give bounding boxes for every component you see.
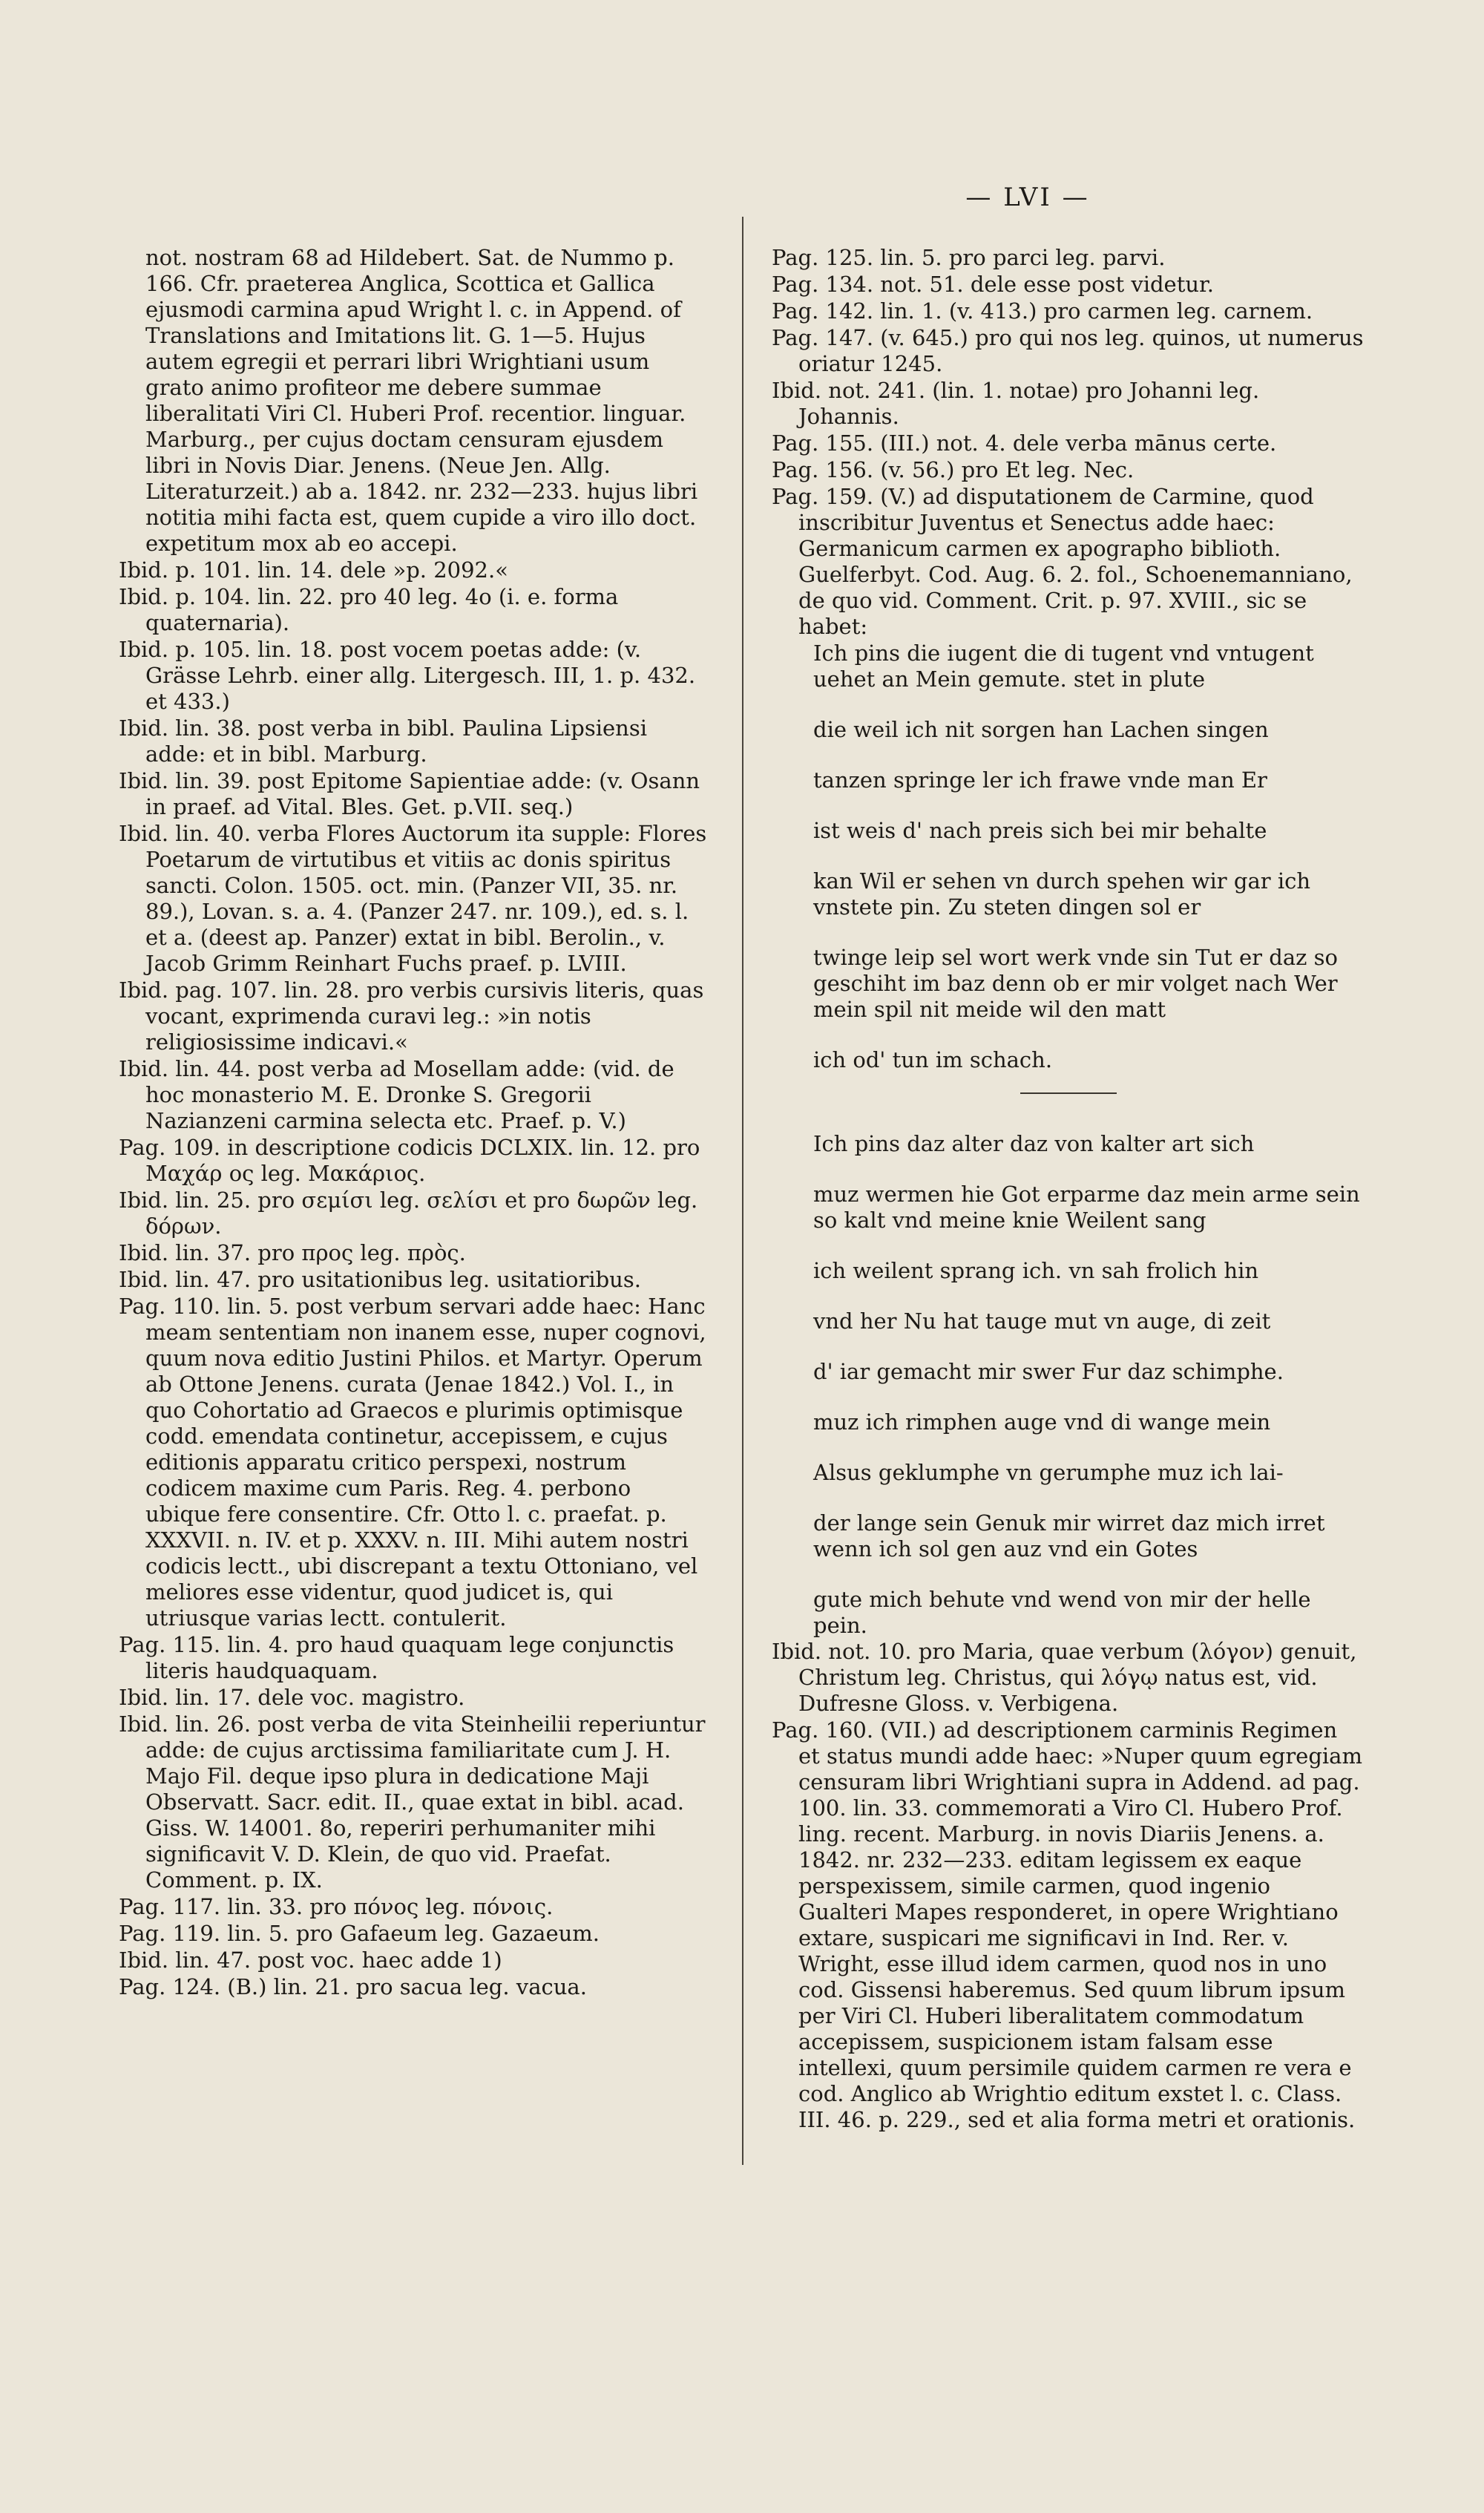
addenda-entry: Pag. 155. (III.) not. 4. dele verba mānus certe. [772, 430, 1277, 456]
poem-line: ich weilent sprang ich. vn sah frolich hin [813, 1258, 1259, 1283]
addenda-entry: Pag. 124. (B.) lin. 21. pro sacua leg. vacua. [119, 1974, 587, 1999]
addenda-entry: Pag. 125. lin. 5. pro parci leg. parvi. [772, 245, 1166, 270]
addenda-entry: Pag. 160. (VII.) ad descriptionem carminis Regimen et status mundi adde haec: »Nuper quum egregiam censuram libri Wrightiani supra in Addend. ad pag. 100. lin. 33. commemorati a Viro Cl. Hubero Prof. ling. recent. Marburg. in novis Diariis Jenens. a. 1842. nr. 232—233. editam legissem ex eaque perspexissem, simile carmen, quod ingenio Gualteri Mapes responderet, in opere Wrightiano extare, suspicari me significavi in Ind. Rer. v. Wright, esse illud idem carmen, quod nos in uno cod. Gissensi haberemus. Sed quum librum ipsum per Viri Cl. Huberi liberalitatem commodatum accepissem, suspicionem istam falsam esse intellexi, quum persimile quidem carmen re vera e cod. Anglico ab Wrightio editum exstet l. c. Class. III. 46. p. 229., sed et alia forma metri et orationis. [772, 1717, 1362, 2132]
addenda-entry: Pag. 156. (v. 56.) pro Et leg. Nec. [772, 457, 1135, 482]
addenda-entry: Ibid. p. 104. lin. 22. pro 40 leg. 4o (i. e. forma quaternaria). [119, 584, 619, 635]
poem-line: Alsus geklumphe vn gerumphe muz ich lai- [813, 1460, 1284, 1485]
addenda-entry: Ibid. lin. 26. post verba de vita Steinheilii reperiuntur adde: de cujus arctissima familiaritate cum J. H. Majo Fil. deque ipso plura in dedicatione Maji Observatt. Sacr. edit. II., quae extat in bibl. acad. Giss. W. 14001. 8o, reperiri perhumaniter mihi significavit V. D. Klein, de quo vid. Praefat. Comment. p. IX. [119, 1711, 706, 1893]
addenda-entry: Pag. 134. not. 51. dele esse post videtur. [772, 272, 1214, 297]
addenda-entry: not. nostram 68 ad Hildebert. Sat. de Nummo p. 166. Cfr. praeterea Anglica, Scottica et Gallica ejusmodi carmina apud Wright l. c. in Append. of Translations and Imitations lit. G. 1—5. Hujus autem egregii et perrari libri Wrightiani usum grato animo profiteor me debere summae liberalitati Viri Cl. Huberi Prof. recentior. linguar. Marburg., per cujus doctam censuram ejusdem libri in Novis Diar. Jenens. (Neue Jen. Allg. Literaturzeit.) ab a. 1842. nr. 232—233. hujus libri notitia mihi facta est, quem cupide a viro illo doct. expetitum mox ab eo accepi. [145, 245, 698, 556]
addenda-entry: Ibid. lin. 39. post Epitome Sapientiae adde: (v. Osann in praef. ad Vital. Bles. Get. p.VII. seq.) [119, 768, 700, 819]
addenda-entry: Pag. 110. lin. 5. post verbum servari adde haec: Hanc meam sententiam non inanem esse, nuper cognovi, quum nova editio Justini Philos. et Martyr. Operum ab Ottone Jenens. curata (Jenae 1842.) Vol. I., in quo Cohortatio ad Graecos e plurimis optimisque codd. emendata continetur, accepissem, e cujus editionis apparatu critico perspexi, nostrum codicem maxime cum Paris. Reg. 4. perbono ubique fere consentire. Cfr. Otto l. c. praefat. p. XXXVII. n. IV. et p. XXXV. n. III. Mihi autem nostri codicis lectt., ubi discrepant a textu Ottoniano, vel meliores esse videntur, quod judicet is, qui utriusque varias lectt. contulerit. [119, 1294, 706, 1631]
addenda-entry: Ibid. lin. 37. pro προς leg. πρὸς. [119, 1240, 466, 1265]
addenda-entry: Ibid. lin. 17. dele voc. magistro. [119, 1685, 465, 1710]
addenda-entry: Ibid. lin. 25. pro σεμίσι leg. σελίσι et pro δωρῶν leg. δόρων. [119, 1187, 698, 1239]
page-number: — LVI — [965, 183, 1090, 212]
addenda-entry: Ibid. lin. 38. post verba in bibl. Paulina Lipsiensi adde: et in bibl. Marburg. [119, 715, 648, 767]
poem-line: der lange sein Genuk mir wirret daz mich irret wenn ich sol gen auz vnd ein Gotes [813, 1510, 1325, 1562]
addenda-entry: Ibid. p. 101. lin. 14. dele »p. 2092.« [119, 557, 508, 583]
poem-line: Ich pins die iugent die di tugent vnd vntugent uehet an Mein gemute. stet in plute [813, 640, 1314, 692]
right-column [772, 245, 1365, 2134]
addenda-entry: Ibid. pag. 107. lin. 28. pro verbis cursivis literis, quas vocant, exprimenda curavi leg.: »in notis religiosissime indicavi.« [119, 977, 704, 1055]
poem-line: twinge leip sel wort werk vnde sin Tut er daz so geschiht im baz denn ob er mir volget nach Wer mein spil nit meide wil den matt [813, 945, 1338, 1022]
addenda-entry: Ibid. lin. 47. post voc. haec adde 1) [119, 1947, 502, 1973]
section-rule [1020, 1092, 1117, 1094]
poem-line: vnd her Nu hat tauge mut vn auge, di zeit [813, 1308, 1271, 1334]
addenda-entry: Pag. 117. lin. 33. pro πόνος leg. πόνοις. [119, 1894, 554, 1919]
addenda-entry: Ibid. lin. 44. post verba ad Mosellam adde: (vid. de hoc monasterio M. E. Dronke S. Gregorii Nazianzeni carmina selecta etc. Praef. p. V.) [119, 1056, 674, 1133]
poem-line: ist weis d' nach preis sich bei mir behalte [813, 818, 1267, 843]
poem-line: gute mich behute vnd wend von mir der helle pein. [813, 1587, 1311, 1638]
poem-line: tanzen springe ler ich frawe vnde man Er [813, 767, 1267, 793]
addenda-entry: Ibid. not. 241. (lin. 1. notae) pro Johanni leg. Johannis. [772, 378, 1260, 429]
page-header [0, 183, 1484, 212]
addenda-entry: Pag. 109. in descriptione codicis DCLXIX. lin. 12. pro Μαχάρ ος leg. Μακάριος. [119, 1135, 700, 1186]
poem-line: d' iar gemacht mir swer Fur daz schimphe. [813, 1359, 1284, 1384]
poem-line: Ich pins daz alter daz von kalter art sich [813, 1131, 1255, 1156]
addenda-entry: Ibid. lin. 47. pro usitationibus leg. usitatioribus. [119, 1267, 641, 1292]
poem-line: muz wermen hie Got erparme daz mein arme sein so kalt vnd meine knie Weilent sang [813, 1182, 1360, 1233]
addenda-entry: Ibid. not. 10. pro Maria, quae verbum (λόγον) genuit, Christum leg. Christus, qui λόγῳ natus est, vid. Dufresne Gloss. v. Verbigena. [772, 1639, 1357, 1716]
addenda-entry: Pag. 147. (v. 645.) pro qui nos leg. quinos, ut numerus oriatur 1245. [772, 325, 1364, 376]
poem-line: muz ich rimphen auge vnd di wange mein [813, 1409, 1271, 1435]
poem-line: ich od' tun im schach. [813, 1047, 1053, 1072]
addenda-entry: Pag. 115. lin. 4. pro haud quaquam lege conjunctis literis haudquaquam. [119, 1632, 674, 1683]
left-column [119, 245, 712, 2001]
addenda-entry: Pag. 142. lin. 1. (v. 413.) pro carmen leg. carnem. [772, 298, 1313, 324]
addenda-entry: Ibid. p. 105. lin. 18. post vocem poetas adde: (v. Grässe Lehrb. einer allg. Litergesch. III, 1. p. 432. et 433.) [119, 637, 696, 714]
poem-line: die weil ich nit sorgen han Lachen singen [813, 717, 1269, 742]
addenda-entry: Pag. 159. (V.) ad disputationem de Carmine, quod inscribitur Juventus et Senectus adde haec: Germanicum carmen ex apographo biblioth. Guelferbyt. Cod. Aug. 6. 2. fol., Schoenemanniano, de quo vid. Comment. Crit. p. 97. XVIII., sic se habet: [772, 484, 1353, 639]
column-divider [742, 217, 743, 2165]
poem-senectus [772, 1131, 1365, 1639]
poem-line: kan Wil er sehen vn durch spehen wir gar ich vnstete pin. Zu steten dingen sol er [813, 868, 1311, 920]
poem-juventus [772, 640, 1365, 1073]
addenda-entry: Pag. 119. lin. 5. pro Gafaeum leg. Gazaeum. [119, 1921, 600, 1946]
addenda-entry: Ibid. lin. 40. verba Flores Auctorum ita supple: Flores Poetarum de virtutibus et vitiis ac donis spiritus sancti. Colon. 1505. oct. min. (Panzer VII, 35. nr. 89.), Lovan. s. a. 4. (Panzer 247. nr. 109.), ed. s. l. et a. (deest ap. Panzer) extat in bibl. Berolin., v. Jacob Grimm Reinhart Fuchs praef. p. LVIII. [119, 821, 707, 976]
